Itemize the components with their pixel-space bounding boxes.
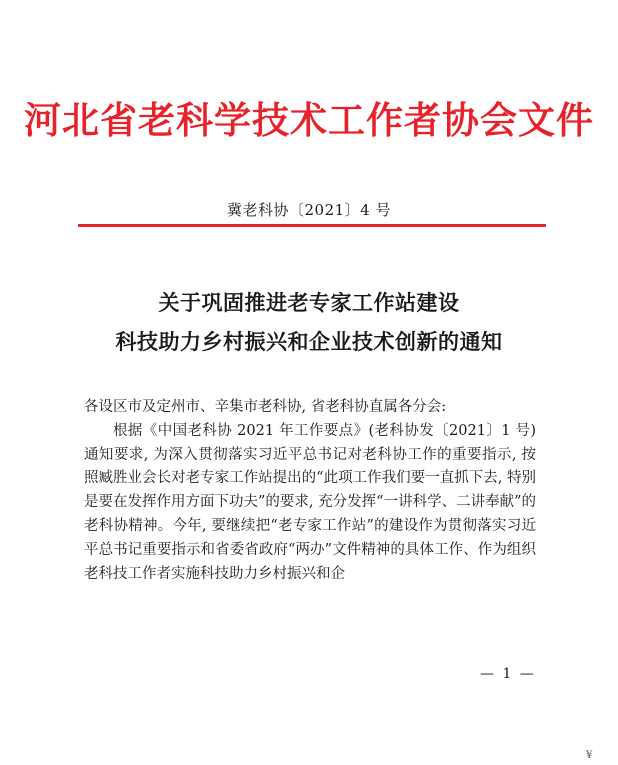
notice-title-line-1: 关于巩固推进老专家工作站建设 <box>158 290 460 315</box>
document-number: 冀老科协〔2021〕4 号 <box>227 201 391 219</box>
red-divider-rule <box>78 224 546 227</box>
body-paragraph: 根据《中国老科协 2021 年工作要点》(老科协发〔2021〕1 号)通知要求, 为深入贯彻落实习近平总书记对老科协工作的重要指示, 按照臧胜业会长对老专家工作站提出的“此项工作我们要一直抓下去, 特别是要在发挥作用方面下功夫”的要求, 充分发挥“一讲科学、二讲奉献”的老科协精神。今年, 要继续把“老专家工作站”的建设作为贯彻落实习近平总书记重要指示和省委省政府“两办”文件精神的具体工作、作为组织老科技工作者实施科技助力乡村振兴和企 <box>84 422 536 582</box>
page-number: — 1 — <box>480 666 536 682</box>
notice-title-line-2: 科技助力乡村振兴和企业技术创新的通知 <box>115 329 503 354</box>
salutation: 各设区市及定州市、辛集市老科协, 省老科协直属各分会: <box>84 399 447 415</box>
masthead-title: 河北省老科学技术工作者协会文件 <box>24 99 594 142</box>
corner-mark: ¥ <box>586 750 593 761</box>
notice-body <box>84 396 536 586</box>
